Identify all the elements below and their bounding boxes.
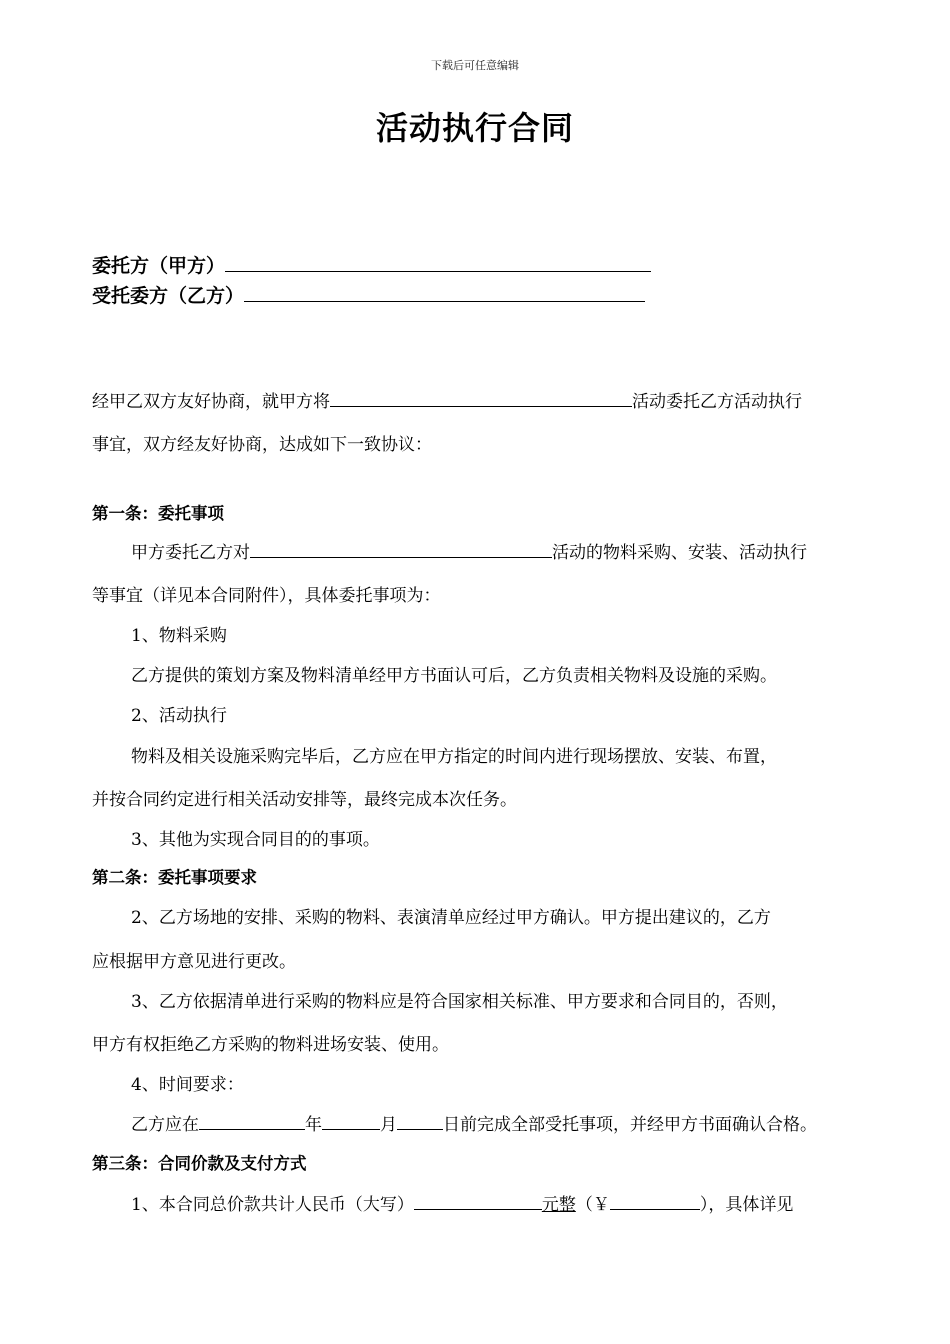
article-1-p1-text-a: 甲方委托乙方对 — [131, 543, 250, 563]
article-1-item-1: 1、物料采购 — [131, 626, 227, 646]
article-1-heading: 第一条：委托事项 — [92, 504, 224, 523]
intro-text-a: 经甲乙双方友好协商，就甲方将 — [92, 392, 330, 412]
price-text-b: （￥ — [575, 1195, 610, 1215]
article-2-p2-line-2: 应根据甲方意见进行更改。 — [92, 952, 296, 972]
month-blank[interactable] — [322, 1115, 380, 1130]
document-title: 活动执行合同 — [375, 109, 574, 147]
time-text-a: 乙方应在 — [131, 1115, 199, 1135]
article-2-time-line — [131, 1110, 817, 1135]
article-1-p1-line-2: 等事宜（详见本合同附件），具体委托事项为： — [92, 586, 441, 606]
intro-activity-blank[interactable] — [330, 392, 632, 407]
year-label: 年 — [305, 1115, 322, 1135]
year-blank[interactable] — [199, 1115, 305, 1130]
header-note: 下载后可任意编辑 — [431, 59, 519, 72]
article-1-activity-blank[interactable] — [250, 543, 552, 558]
party-b-line — [92, 281, 645, 308]
article-3-heading: 第三条：合同价款及支付方式 — [92, 1154, 307, 1173]
intro-text-b: 活动委托乙方活动执行 — [632, 392, 802, 412]
price-text-c: ），具体详见 — [699, 1195, 794, 1215]
article-1-item-2: 2、活动执行 — [131, 706, 227, 726]
article-1-item-3: 3、其他为实现合同目的的事项。 — [131, 830, 380, 850]
month-label: 月 — [380, 1115, 397, 1135]
party-a-line — [92, 251, 651, 278]
price-unit: 元整 — [541, 1195, 576, 1215]
day-label: 日前完成全部受托事项，并经甲方书面确认合格。 — [443, 1115, 817, 1135]
party-b-blank[interactable] — [244, 285, 645, 302]
article-1-item-2-text-1: 物料及相关设施采购完毕后，乙方应在甲方指定的时间内进行现场摆放、安装、布置， — [131, 747, 777, 767]
article-2-p3-line-2: 甲方有权拒绝乙方采购的物料进场安装、使用。 — [92, 1035, 449, 1055]
day-blank[interactable] — [397, 1115, 443, 1130]
article-2-p2-line-1: 2、乙方场地的安排、采购的物料、表演清单应经过甲方确认。甲方提出建议的，乙方 — [131, 908, 771, 928]
article-1-item-2-text-2: 并按合同约定进行相关活动安排等，最终完成本次任务。 — [92, 790, 517, 810]
article-1-p1-text-b: 活动的物料采购、安装、活动执行 — [552, 543, 807, 563]
article-2-p3-line-1: 3、乙方依据清单进行采购的物料应是符合国家相关标准、甲方要求和合同目的，否则， — [131, 992, 788, 1012]
price-words-blank[interactable] — [414, 1195, 542, 1210]
article-2-p4: 4、时间要求： — [131, 1075, 244, 1095]
intro-line-2: 事宜，双方经友好协商，达成如下一致协议： — [92, 435, 432, 455]
party-a-blank[interactable] — [225, 255, 651, 272]
price-text-a: 1、本合同总价款共计人民币（大写） — [131, 1195, 414, 1215]
article-1-p1-line-1 — [131, 538, 807, 563]
price-number-blank[interactable] — [610, 1195, 700, 1210]
article-2-heading: 第二条：委托事项要求 — [92, 868, 257, 887]
party-b-label: 受托委方（乙方） — [92, 285, 245, 307]
article-1-item-1-text: 乙方提供的策划方案及物料清单经甲方书面认可后，乙方负责相关物料及设施的采购。 — [131, 666, 777, 686]
article-3-p1-line-1 — [131, 1190, 793, 1215]
intro-line-1 — [92, 387, 802, 412]
party-a-label: 委托方（甲方） — [92, 255, 226, 277]
